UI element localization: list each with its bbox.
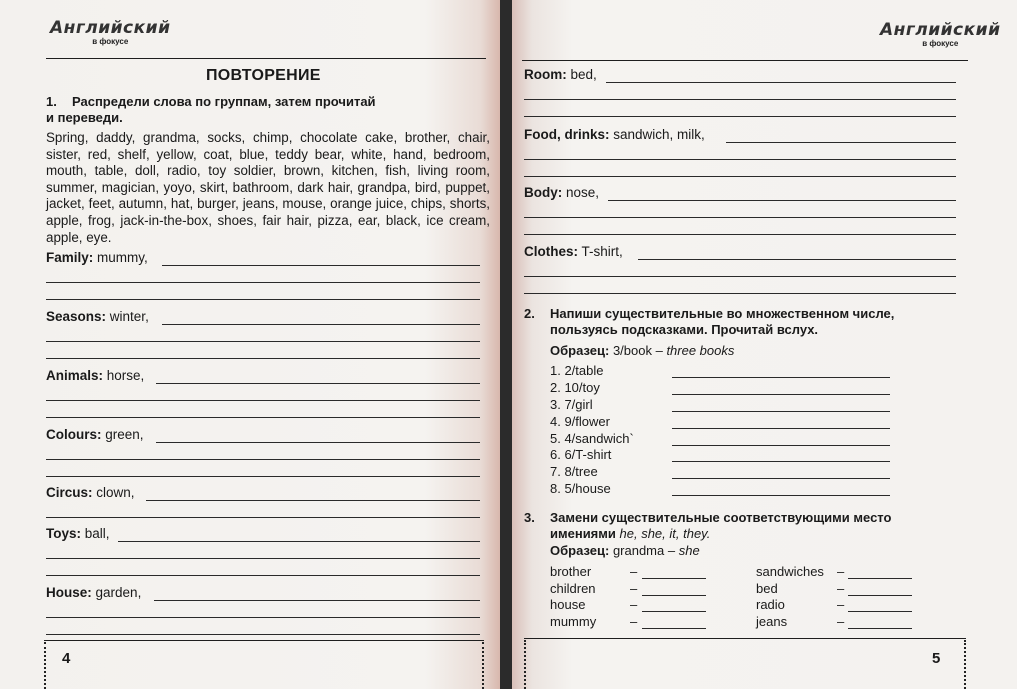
task2-item: 2. 10/toy: [550, 380, 600, 395]
category-label: Food, drinks: sandwich, milk,: [524, 127, 705, 142]
answer-line[interactable]: [642, 578, 706, 579]
task1-word-list: Spring, daddy, grandma, socks, chimp, chocolate cake, brother, chair, sister, red, shelf, yellow, coat, blue, teddy bear, white, hand, bedroom, mouth, table, doll, radio, toy soldier, brown, kitchen, fish, living room, summer, magician, yoyo, skirt, bathroom, dark hair, grandpa, bird, puppet, jacket, feet, autumn, hat, burger, jeans, mouse, orange juice, chips, shorts, apple, frog, jack-in-the-box, shoes, fair hair, pizza, ear, black, ice cream, apple, eye.: [46, 130, 490, 245]
header-rule: [522, 60, 968, 61]
page-number: 5: [932, 650, 941, 667]
answer-line[interactable]: [46, 459, 480, 460]
answer-line[interactable]: [46, 400, 480, 401]
dash: –: [837, 597, 845, 612]
answer-line[interactable]: [118, 541, 480, 542]
answer-line[interactable]: [848, 628, 912, 629]
footer-dotted-border: [482, 642, 484, 689]
dash: –: [630, 581, 638, 596]
category-label: Clothes: T-shirt,: [524, 244, 623, 259]
answer-line[interactable]: [726, 142, 956, 143]
header-rule: [46, 58, 486, 59]
footer-rule: [524, 638, 966, 639]
book-spine-gap: [500, 0, 512, 689]
dash: –: [630, 564, 638, 579]
task3-word: children: [550, 581, 596, 596]
task2-instruction-line1: Напиши существительные во множественном числе,: [550, 306, 895, 321]
answer-line[interactable]: [642, 595, 706, 596]
answer-line[interactable]: [672, 478, 890, 479]
answer-line[interactable]: [156, 442, 480, 443]
answer-line[interactable]: [672, 461, 890, 462]
logo-title: Английский: [50, 18, 171, 38]
answer-line[interactable]: [524, 176, 956, 177]
task2-item: 4. 9/flower: [550, 414, 610, 429]
task3-word: mummy: [550, 614, 597, 629]
answer-line[interactable]: [642, 611, 706, 612]
category-label: Animals: horse,: [46, 368, 145, 383]
answer-line[interactable]: [672, 377, 890, 378]
dash: –: [837, 581, 845, 596]
answer-line[interactable]: [46, 634, 480, 635]
answer-line[interactable]: [608, 200, 956, 201]
answer-line[interactable]: [162, 265, 480, 266]
series-logo: [50, 20, 171, 46]
answer-line[interactable]: [524, 116, 956, 117]
task3-word: jeans: [756, 614, 788, 629]
task3-number: 3.: [524, 510, 535, 525]
task2-item: 5. 4/sandwich`: [550, 431, 634, 446]
task3-word: bed: [756, 581, 778, 596]
task2-instruction-line2: пользуясь подсказками. Прочитай вслух.: [550, 322, 819, 337]
task2-item: 6. 6/T-shirt: [550, 447, 612, 462]
answer-line[interactable]: [638, 259, 956, 260]
category-label: Room: bed,: [524, 67, 597, 82]
answer-line[interactable]: [524, 293, 956, 294]
answer-line[interactable]: [162, 324, 480, 325]
dash: –: [630, 614, 638, 629]
answer-line[interactable]: [146, 500, 480, 501]
footer-dotted-border: [44, 642, 46, 689]
answer-line[interactable]: [46, 358, 480, 359]
task2-item: 7. 8/tree: [550, 464, 598, 479]
task3-sample: Образец: grandma – she: [550, 543, 700, 558]
answer-line[interactable]: [156, 383, 480, 384]
answer-line[interactable]: [46, 617, 480, 618]
footer-dotted-border: [964, 640, 966, 689]
answer-line[interactable]: [524, 217, 956, 218]
category-label: Circus: clown,: [46, 485, 135, 500]
category-label: House: garden,: [46, 585, 142, 600]
answer-line[interactable]: [154, 600, 480, 601]
answer-line[interactable]: [642, 628, 706, 629]
answer-line[interactable]: [524, 234, 956, 235]
category-label: Seasons: winter,: [46, 309, 149, 324]
answer-line[interactable]: [46, 476, 480, 477]
answer-line[interactable]: [848, 611, 912, 612]
task2-item: 3. 7/girl: [550, 397, 593, 412]
answer-line[interactable]: [672, 411, 890, 412]
logo-subtitle: в фокусе: [922, 39, 959, 48]
footer-dotted-border: [524, 640, 526, 689]
category-label: Body: nose,: [524, 185, 600, 200]
footer-rule: [44, 640, 484, 641]
answer-line[interactable]: [672, 445, 890, 446]
task2-item: 8. 5/house: [550, 481, 611, 496]
logo-title: Английский: [880, 20, 1001, 40]
answer-line[interactable]: [524, 276, 956, 277]
task3-instruction-line1: Замени существительные соответствующими место: [550, 510, 892, 525]
dash: –: [630, 597, 638, 612]
series-logo: [880, 22, 1001, 48]
category-label: Family: mummy,: [46, 250, 148, 265]
task2-number: 2.: [524, 306, 535, 321]
task1-instruction-line1: Распредели слова по группам, затем прочитай: [72, 94, 376, 109]
dash: –: [837, 564, 845, 579]
page-title: ПОВТОРЕНИЕ: [206, 67, 321, 84]
answer-line[interactable]: [848, 578, 912, 579]
answer-line[interactable]: [46, 282, 480, 283]
category-label: Colours: green,: [46, 427, 144, 442]
task2-item: 1. 2/table: [550, 363, 604, 378]
answer-line[interactable]: [524, 99, 956, 100]
task1-instruction-line2: и переведи.: [46, 110, 123, 125]
task3-word: sandwiches: [756, 564, 824, 579]
answer-line[interactable]: [46, 299, 480, 300]
answer-line[interactable]: [672, 428, 890, 429]
task3-word: house: [550, 597, 586, 612]
page-number: 4: [62, 650, 71, 667]
category-label: Toys: ball,: [46, 526, 110, 541]
answer-line[interactable]: [672, 394, 890, 395]
answer-line[interactable]: [848, 595, 912, 596]
task3-word: brother: [550, 564, 592, 579]
answer-line[interactable]: [524, 159, 956, 160]
task3-word: radio: [756, 597, 785, 612]
answer-line[interactable]: [606, 82, 956, 83]
right-page: [512, 0, 1017, 689]
answer-line[interactable]: [46, 341, 480, 342]
task1-number: 1.: [46, 94, 57, 109]
answer-line[interactable]: [46, 558, 480, 559]
logo-subtitle: в фокусе: [92, 37, 129, 46]
task2-sample: Образец: 3/book – three books: [550, 343, 735, 358]
answer-line[interactable]: [46, 417, 480, 418]
answer-line[interactable]: [46, 517, 480, 518]
task3-instruction-line2: имениями he, she, it, they.: [550, 526, 711, 541]
dash: –: [837, 614, 845, 629]
answer-line[interactable]: [46, 575, 480, 576]
left-page: [0, 0, 500, 689]
answer-line[interactable]: [672, 495, 890, 496]
